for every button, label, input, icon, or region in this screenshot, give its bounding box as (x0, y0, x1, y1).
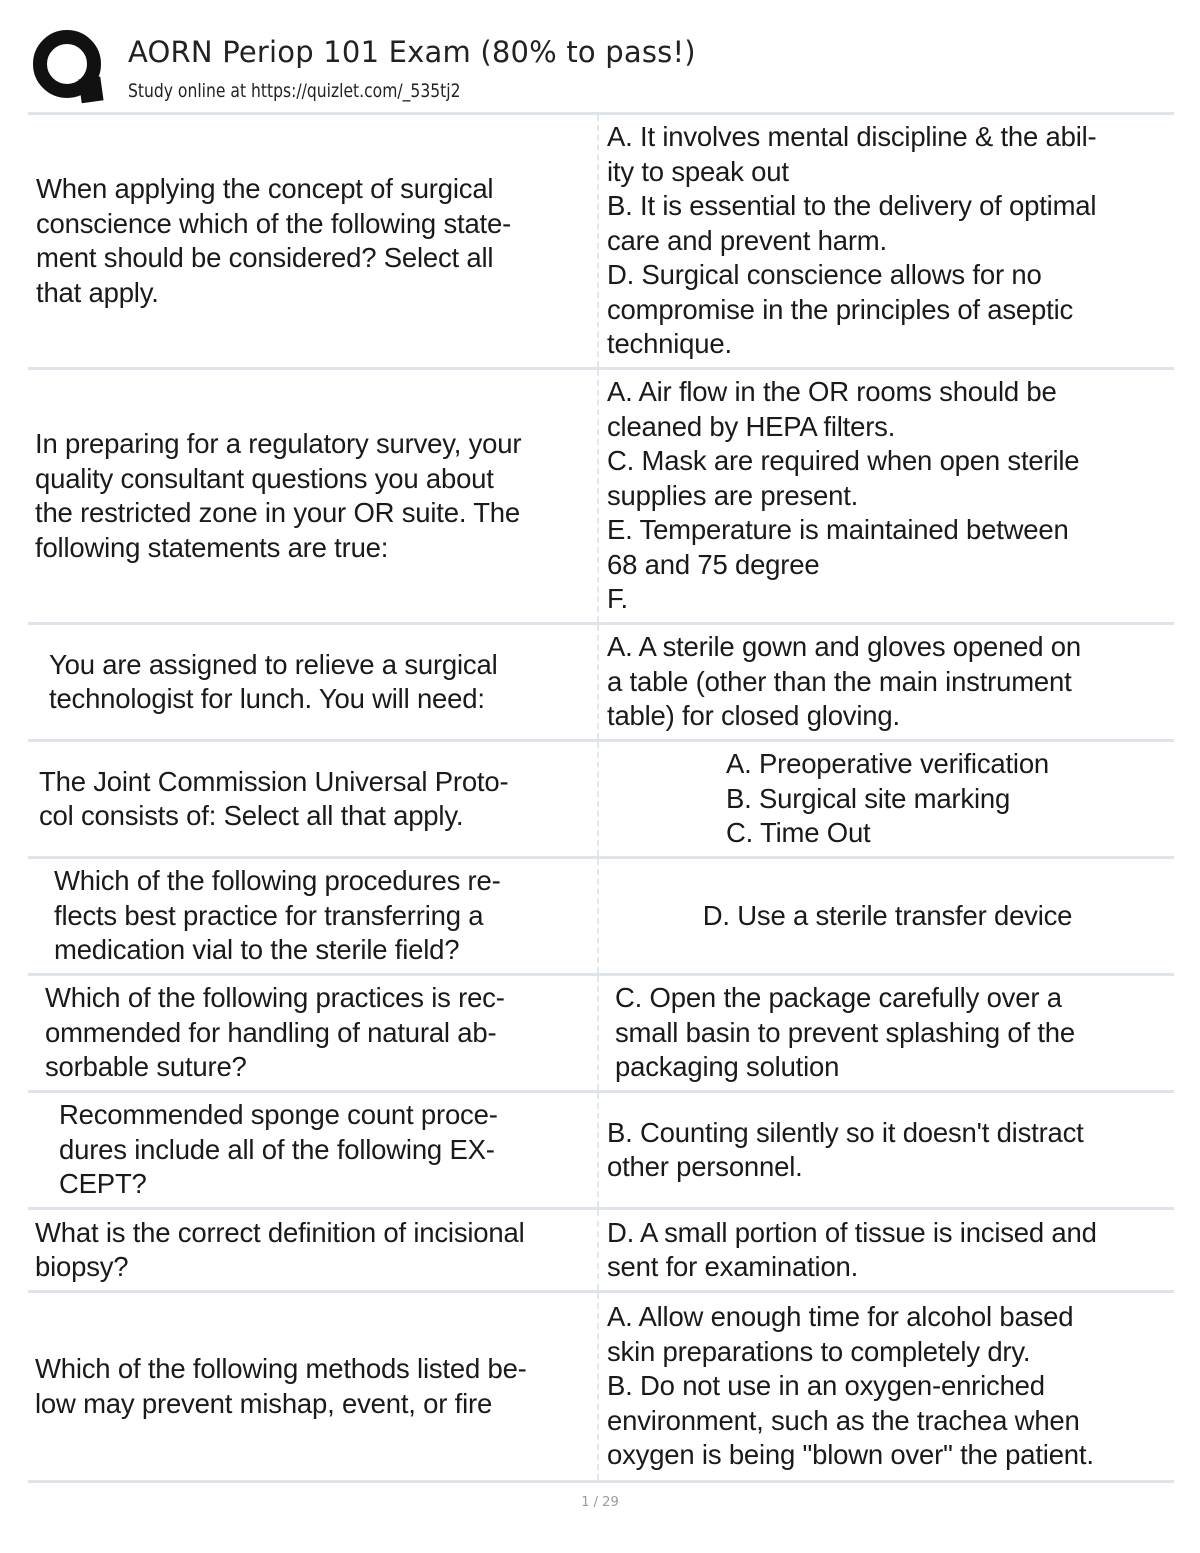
question-cell (28, 370, 597, 622)
flashcard-row (28, 739, 1174, 856)
question-text: Which of the following methods listed be- low may prevent mishap, event, or fire (35, 1353, 527, 1419)
answer-text: D. A small portion of tissue is incised and sent for examination. (607, 1216, 1097, 1282)
flashcard-row (28, 622, 1174, 739)
answer-cell (597, 1210, 1174, 1290)
page-number: 1 / 29 (581, 1495, 619, 1510)
page-header (30, 28, 1180, 112)
flashcard-row (28, 1207, 1174, 1290)
answer-cell (597, 1293, 1174, 1480)
answer-cell (597, 370, 1174, 622)
flashcard-row (28, 1290, 1174, 1483)
flashcard-row (28, 112, 1174, 367)
question-cell (28, 742, 597, 856)
question-cell (28, 625, 597, 739)
flashcard-row (28, 856, 1174, 973)
question-text: You are assigned to relieve a surgical technologist for lunch. You will need: (49, 648, 498, 714)
quizlet-q-logo-icon (30, 28, 108, 106)
question-text: Which of the following practices is rec- ommended for handling of natural ab- sorbable suture? (45, 982, 505, 1083)
answer-cell (597, 976, 1174, 1090)
answer-cell (597, 1093, 1174, 1207)
answer-text: A. Preoperative verification B. Surgical site marking C. Time Out (725, 748, 1050, 849)
answer-cell (597, 115, 1174, 367)
answer-text: A. Air flow in the OR rooms should be cleaned by HEPA filters. C. Mask are required when open sterile supplies are present. E. Temperature is maintained between 68 and 75 degree F. (607, 376, 1080, 615)
question-text: What is the correct definition of incisional biopsy? (35, 1216, 525, 1282)
flashcard-list (28, 112, 1174, 1483)
answer-text: A. Allow enough time for alcohol based skin preparations to completely dry. B. Do not use in an oxygen-enriched environment, such as the trachea when oxygen is being "blown over" the patient. (607, 1301, 1094, 1471)
question-cell (28, 1210, 597, 1290)
question-text: When applying the concept of surgical conscience which of the following state- ment should be considered? Select all that apply. (36, 173, 512, 308)
answer-text: A. A sterile gown and gloves opened on a table (other than the main instrument table) for closed gloving. (607, 631, 1081, 732)
answer-text: C. Open the package carefully over a small basin to prevent splashing of the packaging solution (615, 982, 1075, 1083)
question-cell (28, 115, 597, 367)
flashcard-row (28, 1090, 1174, 1207)
question-cell (28, 1293, 597, 1480)
document-title: AORN Periop 101 Exam (80% to pass!) (128, 35, 696, 69)
question-text: In preparing for a regulatory survey, your quality consultant questions you about the restricted zone in your OR suite. The following statements are true: (35, 428, 522, 563)
answer-text: D. Use a sterile transfer device (702, 899, 1073, 931)
flashcard-row (28, 973, 1174, 1090)
flashcard-row (28, 367, 1174, 622)
answer-text: B. Counting silently so it doesn't distract other personnel. (607, 1116, 1084, 1182)
answer-text: A. It involves mental discipline & the abil- ity to speak out B. It is essential to the delivery of optimal care and prevent harm. D. Surgical conscience allows for no compromise in the principles of aseptic technique. (607, 121, 1097, 360)
question-text: Which of the following procedures re- flects best practice for transferring a medication vial to the sterile field? (54, 865, 501, 966)
answer-cell (597, 625, 1174, 739)
study-online-link-text[interactable]: Study online at https://quizlet.com/_535tj2 (128, 80, 461, 102)
question-text: Recommended sponge count proce- dures include all of the following EX- CEPT? (59, 1099, 498, 1200)
question-cell (28, 859, 597, 973)
answer-cell (597, 859, 1174, 973)
answer-cell (597, 742, 1174, 856)
question-text: The Joint Commission Universal Proto- col consists of: Select all that apply. (39, 765, 509, 831)
question-cell (28, 1093, 597, 1207)
question-cell (28, 976, 597, 1090)
